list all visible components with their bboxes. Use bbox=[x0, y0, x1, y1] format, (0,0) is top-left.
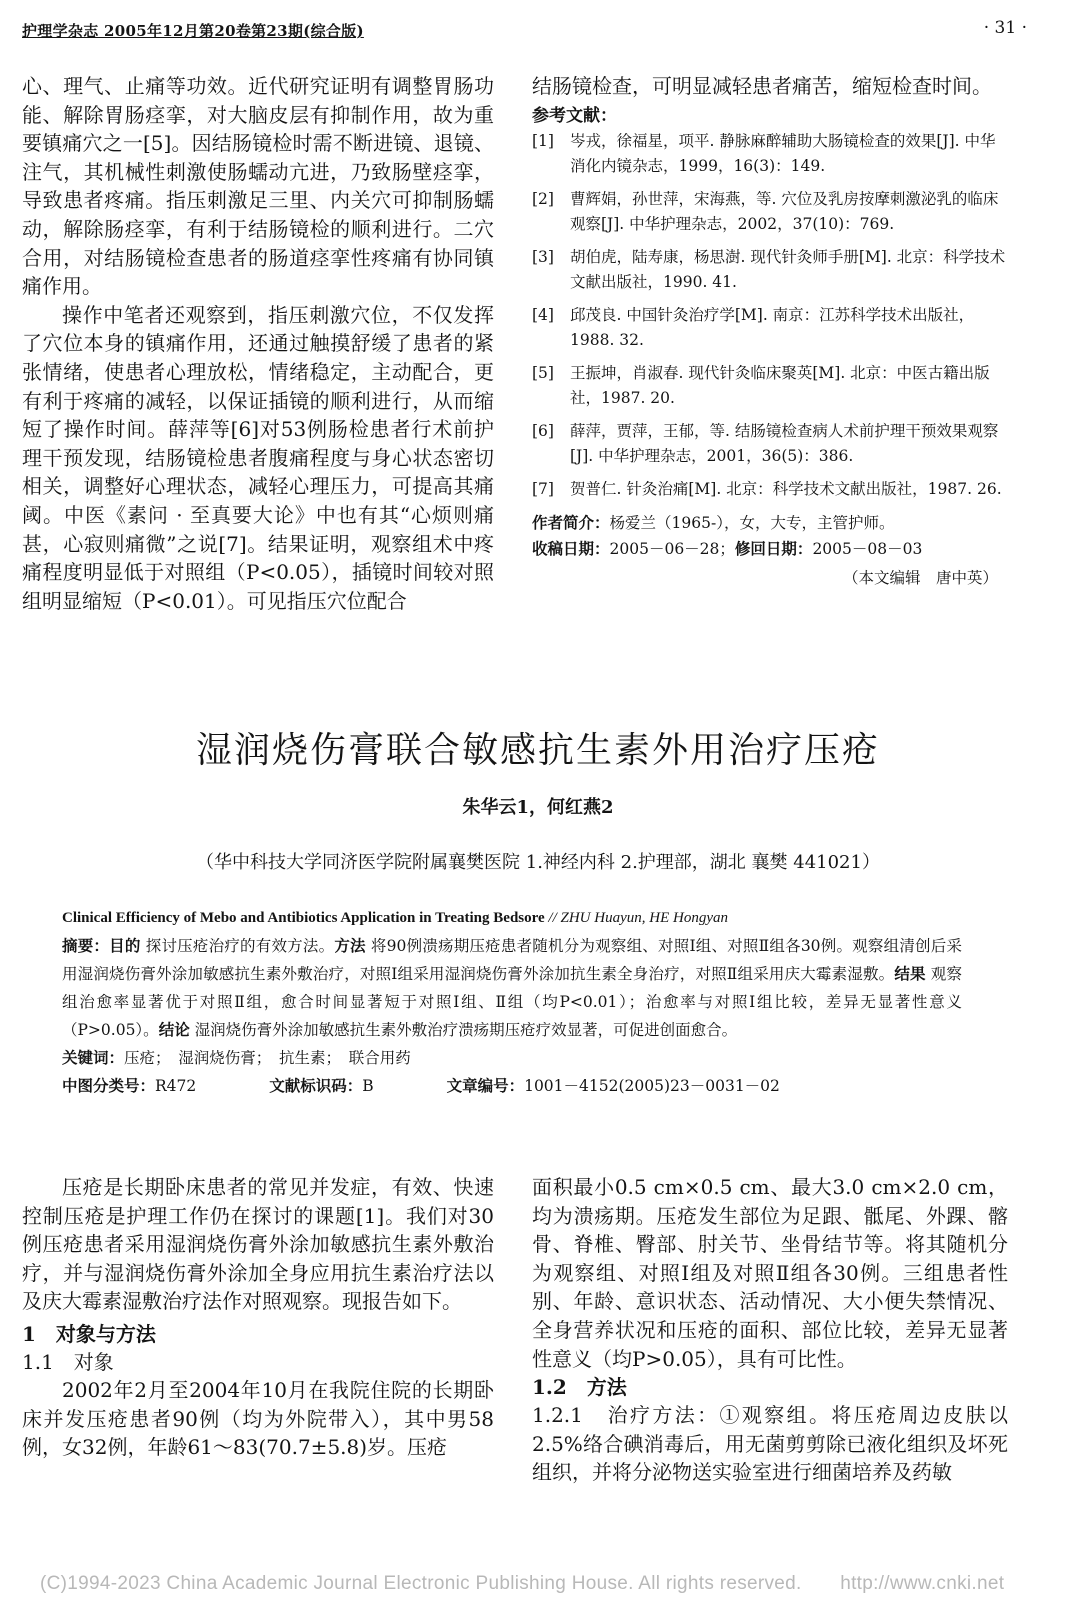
reference-text: 曹辉娟，孙世萍，宋海燕，等. 穴位及乳房按摩刺激泌乳的临床观察[J]. 中华护理杂志，2002，37(10)：769. bbox=[570, 189, 999, 233]
english-title: Clinical Efficiency of Mebo and Antibiotics Application in Treating Bedsore bbox=[62, 910, 545, 926]
reference-text: 胡伯虎，陆寿康，杨思澍. 现代针灸师手册[M]. 北京：科学技术文献出版社，1990. 41. bbox=[570, 247, 1006, 291]
section-1-heading: 1 对象与方法 bbox=[22, 1321, 156, 1346]
keywords-line bbox=[62, 1044, 962, 1072]
dates-line bbox=[532, 536, 1008, 562]
clc-code: R472 bbox=[155, 1077, 197, 1095]
author-intro-text: 杨爱兰（1965-），女，大专，主管护师。 bbox=[609, 513, 895, 532]
abstract bbox=[62, 932, 962, 1044]
reference-text: 贺普仁. 针灸治痛[M]. 北京：科学技术文献出版社，1987. 26. bbox=[570, 479, 1002, 498]
reference-text: 王振坤，肖淑春. 现代针灸临床聚英[M]. 北京：中医古籍出版社，1987. 20. bbox=[570, 363, 990, 407]
revised-date: 2005－08－03 bbox=[812, 539, 923, 558]
reference-text: 薛萍，贾萍，王郁，等. 结肠镜检查病人术前护理干预效果观察[J]. 中华护理杂志，2001，36(5)：386. bbox=[570, 421, 999, 465]
references-title: 参考文献： bbox=[532, 105, 617, 126]
author-intro-label: 作者简介： bbox=[532, 512, 610, 532]
doc-code-label: 文献标识码： bbox=[269, 1076, 363, 1095]
prev-paragraph-1: 心、理气、止痛等功效。近代研究证明有调整胃肠功能、解除胃肠痉挛，对大脑皮层有抑制作用，故为重要镇痛穴之一[5]。因结肠镜检时需不断进镜、退镜、注气，其机械性刺激使肠蠕动亢进，乃致肠壁痉挛，导致患者疼痛。指压刺激足三里、内关穴可抑制肠蠕动，解除肠痉挛，有利于结肠镜检的顺利进行。二穴合用，对结肠镜检查患者的肠道痉挛性疼痛有协同镇痛作用。 bbox=[22, 74, 494, 299]
abstract-method-label: 方法 bbox=[334, 936, 366, 955]
copyright-watermark: (C)1994-2023 China Academic Journal Electronic Publishing House. All rights reserved. http://www.cnki.net bbox=[40, 1573, 1005, 1594]
reference-item bbox=[532, 477, 1008, 502]
abstract-result-label: 结果 bbox=[894, 964, 926, 983]
reference-item bbox=[532, 129, 1008, 179]
article-right-column bbox=[532, 1173, 1008, 1487]
abstract-objective: 探讨压疮治疗的有效方法。 bbox=[145, 937, 335, 955]
english-authors: // ZHU Huayun, HE Hongyan bbox=[548, 910, 728, 926]
prev-paragraph-2: 操作中笔者还观察到，指压刺激穴位，不仅发挥了穴位本身的镇痛作用，还通过触摸舒缓了患者的紧张情绪，使患者心理放松，情绪稳定，主动配合，更有利于疼痛的减轻，以保证插镜的顺利进行，从而缩短了操作时间。薛萍等[6]对53例肠检患者行术前护理干预发现，结肠镜检患者腹痛程度与身心状态密切相关，调整好心理状态，减轻心理压力，可提高其痛阈。中医《素问 · 至真要大论》中也有其“心烦则痛甚，心寂则痛微”之说[7]。结果证明，观察组术中疼痛程度明显低于对照组（P<0.05），插镜时间较对照组明显缩短（P<0.01）。可见指压穴位配合 bbox=[22, 302, 494, 613]
intro-paragraph: 压疮是长期卧床患者的常见并发症，有效、快速控制压疮是护理工作仍在探讨的课题[1]。我们对30例压疮患者采用湿润烧伤膏外涂加敏感抗生素外敷治疗，并与湿润烧伤膏外涂加全身应用抗生素治疗法以及庆大霉素湿敷治疗法作对照观察。现报告如下。 bbox=[22, 1175, 494, 1314]
reference-text: 岑戎，徐福星，项平. 静脉麻醉辅助大肠镜检查的效果[J]. 中华消化内镜杂志，1999，16(3)：149. bbox=[570, 131, 996, 175]
classification-line bbox=[62, 1072, 962, 1100]
doc-code-group bbox=[269, 1077, 407, 1095]
english-title-line bbox=[62, 910, 962, 927]
author-intro bbox=[532, 510, 1008, 536]
article-left-column bbox=[22, 1173, 494, 1462]
article-title: 湿润烧伤膏联合敏感抗生素外用治疗压疮 bbox=[195, 730, 880, 771]
section-1-1-heading: 1.1 对象 bbox=[22, 1349, 114, 1374]
subjects-continued-paragraph: 面积最小0.5 cm×0.5 cm、最大3.0 cm×2.0 cm，均为溃疡期。压疮发生部位为足跟、骶尾、外踝、髂骨、脊椎、臀部、肘关节、坐骨结节等。将其随机分为观察组、对照Ⅰ组及对照Ⅱ组各30例。三组患者性别、年龄、意识状态、活动情况、大小便失禁情况、全身营养状况和压疮的面积、部位比较，差异无显著性意义（均P>0.05），具有可比性。 bbox=[532, 1175, 1008, 1371]
revised-label: 修回日期： bbox=[734, 538, 813, 558]
reference-item bbox=[532, 361, 1008, 411]
abstract-result: 观察组治愈率显著优于对照Ⅱ组，愈合时间显著短于对照Ⅰ组、Ⅱ组（均P<0.01）；治愈率与对照Ⅰ组比较，差异无显著性意义（P>0.05）。 bbox=[62, 965, 962, 1039]
reference-number: [3] bbox=[532, 247, 554, 266]
abstract-label: 摘要： bbox=[62, 936, 110, 955]
reference-number: [2] bbox=[532, 189, 554, 208]
prev-article-right-column bbox=[532, 72, 1008, 588]
reference-number: [4] bbox=[532, 305, 554, 324]
reference-text: 邱茂良. 中国针灸治疗学[M]. 南京：江苏科学技术出版社，1988. 32. bbox=[570, 305, 975, 349]
clc-group bbox=[62, 1077, 230, 1095]
reference-item bbox=[532, 419, 1008, 469]
subjects-paragraph: 2002年2月至2004年10月在我院住院的长期卧床并发压疮患者90例（均为外院带入），其中男58例，女32例，年龄61～83(70.7±5.8)岁。压疮 bbox=[22, 1377, 494, 1460]
reference-number: [6] bbox=[532, 421, 554, 440]
clc-label: 中图分类号： bbox=[62, 1076, 156, 1095]
received-date: 2005－06－28； bbox=[609, 539, 735, 558]
article-no-group bbox=[447, 1077, 814, 1095]
page-number: · 31 · bbox=[983, 18, 1027, 38]
article-no-label: 文章编号： bbox=[446, 1076, 525, 1095]
reference-item bbox=[532, 187, 1008, 237]
abstract-objective-label: 目的 bbox=[109, 936, 141, 955]
reference-item bbox=[532, 303, 1008, 353]
running-header bbox=[22, 20, 1027, 44]
received-label: 收稿日期： bbox=[532, 538, 610, 558]
keywords: 压疮； 湿润烧伤膏； 抗生素； 联合用药 bbox=[124, 1049, 411, 1067]
abstract-conclusion-label: 结论 bbox=[158, 1020, 190, 1039]
prev-article-left-column bbox=[22, 72, 494, 615]
reference-list bbox=[532, 129, 1008, 502]
editor-note: （本文编辑 唐中英） bbox=[842, 568, 998, 587]
reference-number: [1] bbox=[532, 131, 554, 150]
article-authors: 朱华云1，何红燕2 bbox=[462, 797, 614, 818]
abstract-block bbox=[62, 910, 962, 1100]
method-paragraph: 1.2.1 治疗方法：①观察组。将压疮周边皮肤以2.5%络合碘消毒后，用无菌剪剪除已液化组织及坏死组织，并将分泌物送实验室进行细菌培养及药敏 bbox=[532, 1403, 1008, 1485]
article-affiliation: （华中科技大学同济医学院附属襄樊医院 1.神经内科 2.护理部，湖北 襄樊 441021） bbox=[196, 852, 880, 873]
keywords-label: 关键词： bbox=[62, 1048, 125, 1067]
doc-code: B bbox=[362, 1077, 374, 1095]
article-no: 1001－4152(2005)23－0031－02 bbox=[524, 1077, 780, 1095]
reference-number: [5] bbox=[532, 363, 554, 382]
prev-conclusion: 结肠镜检查，可明显减轻患者痛苦，缩短检查时间。 bbox=[532, 74, 992, 98]
section-1-2-heading: 1.2 方法 bbox=[532, 1375, 627, 1400]
abstract-method: 将90例溃疡期压疮患者随机分为观察组、对照Ⅰ组、对照Ⅱ组各30例。观察组清创后采用湿润烧伤膏外涂加敏感抗生素外敷治疗，对照Ⅰ组采用湿润烧伤膏外涂加抗生素全身治疗，对照Ⅱ组采用庆大霉素湿敷。 bbox=[62, 937, 962, 983]
journal-header: 护理学杂志 2005年12月第20卷第23期(综合版) bbox=[22, 22, 364, 40]
abstract-conclusion: 湿润烧伤膏外涂加敏感抗生素外敷治疗溃疡期压疮疗效显著，可促进创面愈合。 bbox=[194, 1021, 738, 1039]
reference-item bbox=[532, 245, 1008, 295]
reference-number: [7] bbox=[532, 479, 554, 498]
